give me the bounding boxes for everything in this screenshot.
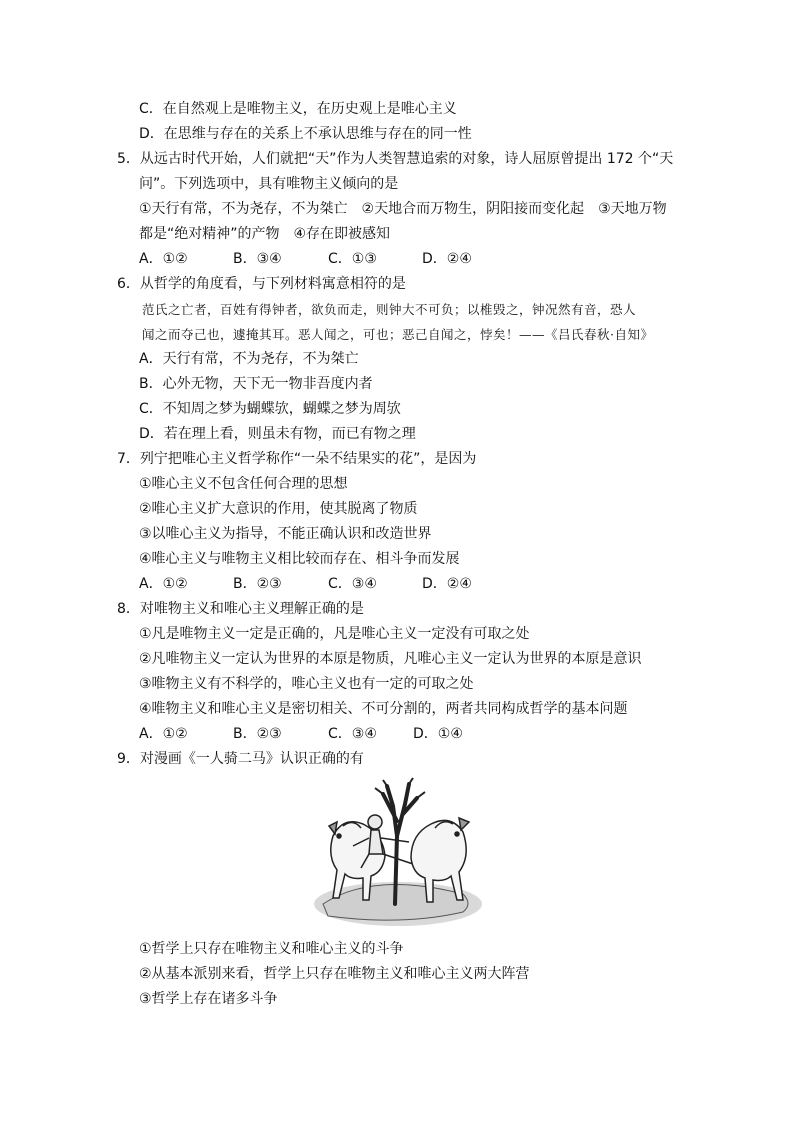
q8-item-2: ②凡唯物主义一定认为世界的本原是物质，凡唯心主义一定认为世界的本原是意识 xyxy=(139,651,642,667)
q7-item-3: ③以唯心主义为指导，不能正确认识和改造世界 xyxy=(139,526,432,542)
q4-option-c: C．在自然观上是唯物主义，在历史观上是唯心主义 xyxy=(139,101,457,117)
q7-stem: 7．列宁把唯心主义哲学称作“一朵不结果实的花”，是因为 xyxy=(117,451,477,467)
q6-option-b: B．心外无物，天下无一物非吾度内者 xyxy=(139,376,373,392)
q6-option-a: A．天行有常，不为尧存，不为桀亡 xyxy=(139,351,359,367)
q6-option-c: C．不知周之梦为蝴蝶欤，蝴蝶之梦为周欤 xyxy=(139,401,401,417)
q5-items-line1: ①天行有常，不为尧存，不为桀亡 ②天地合而万物生，阴阳接而变化起 ③天地万物 xyxy=(139,201,667,217)
q6-quote-line2: 闻之而夺己也，遽掩其耳。恶人闻之，可也；恶己自闻之，悖矣！——《吕氏春秋·自知》 xyxy=(142,327,654,342)
q5-items-line2: 都是“绝对精神”的产物 ④存在即被感知 xyxy=(139,226,391,242)
q9-item-3: ③哲学上存在诸多斗争 xyxy=(139,991,278,1007)
q9-item-2: ②从基本派别来看，哲学上只存在唯物主义和唯心主义两大阵营 xyxy=(139,966,530,982)
q5-stem-line2: 问”。下列选项中，具有唯物主义倾向的是 xyxy=(139,176,399,192)
q8-choice-c: C．③④ xyxy=(328,726,377,742)
cartoon-one-man-two-horses xyxy=(313,776,483,926)
q7-choice-b: B．②③ xyxy=(233,576,282,592)
q9-item-1: ①哲学上只存在唯物主义和唯心主义的斗争 xyxy=(139,941,404,957)
q9-stem: 9．对漫画《一人骑二马》认识正确的有 xyxy=(117,751,364,767)
q7-item-1: ①唯心主义不包含任何合理的思想 xyxy=(139,476,348,492)
q8-choice-a: A．①② xyxy=(139,726,188,742)
q8-choice-d: D．①④ xyxy=(413,726,463,742)
q6-quote-line1: 范氏之亡者，百姓有得钟者，欲负而走，则钟大不可负；以椎毁之，钟况然有音，恐人 xyxy=(142,302,637,317)
q7-item-2: ②唯心主义扩大意识的作用，使其脱离了物质 xyxy=(139,501,418,517)
q7-choice-d: D．②④ xyxy=(422,576,472,592)
q5-choice-a: A．①② xyxy=(139,251,188,267)
q5-stem-line1: 5．从远古时代开始，人们就把“天”作为人类智慧追索的对象，诗人屈原曾提出 172 个“天 xyxy=(117,151,674,167)
q5-choice-b: B．③④ xyxy=(233,251,282,267)
q6-stem: 6．从哲学的角度看，与下列材料寓意相符的是 xyxy=(117,276,406,292)
q5-choice-d: D．②④ xyxy=(422,251,472,267)
q7-item-4: ④唯心主义与唯物主义相比较而存在、相斗争而发展 xyxy=(139,551,460,567)
q5-choice-c: C．①③ xyxy=(328,251,377,267)
q8-stem: 8．对唯物主义和唯心主义理解正确的是 xyxy=(117,601,364,617)
q7-choice-c: C．③④ xyxy=(328,576,377,592)
q8-item-4: ④唯物主义和唯心主义是密切相关、不可分割的，两者共同构成哲学的基本问题 xyxy=(139,701,628,717)
q8-item-1: ①凡是唯物主义一定是正确的，凡是唯心主义一定没有可取之处 xyxy=(139,626,530,642)
q8-item-3: ③唯物主义有不科学的，唯心主义也有一定的可取之处 xyxy=(139,676,474,692)
q6-option-d: D．若在理上看，则虽未有物，而已有物之理 xyxy=(139,426,416,442)
q8-choice-b: B．②③ xyxy=(233,726,282,742)
q7-choice-a: A．①② xyxy=(139,576,188,592)
q4-option-d: D．在思维与存在的关系上不承认思维与存在的同一性 xyxy=(139,126,472,142)
